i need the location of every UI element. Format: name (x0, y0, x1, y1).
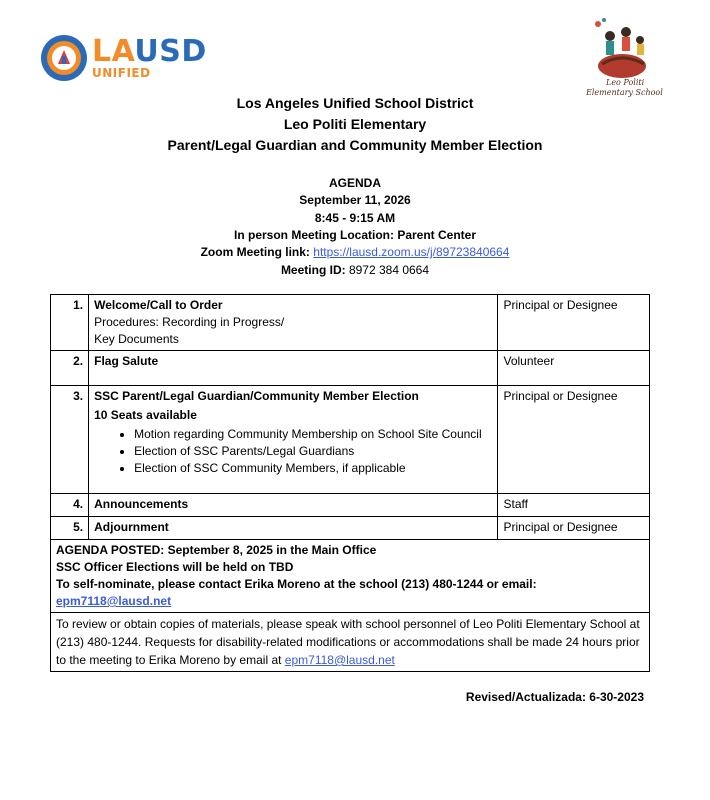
item-line: Key Documents (94, 332, 179, 346)
item-content (89, 517, 498, 540)
lausd-logo (40, 34, 205, 84)
item-content (89, 351, 498, 386)
table-row (51, 351, 650, 386)
revised-date: Revised/Actualizada: 6-30-2023 (465, 690, 644, 704)
meeting-id-value: 8972 384 0664 (348, 263, 430, 277)
agenda-date: September 11, 2026 (299, 193, 411, 207)
item-number: 4. (51, 494, 89, 517)
school-name: Leo Politi Elementary (283, 116, 427, 132)
item-content (89, 386, 498, 494)
lausd-wordmark: LAUSD (92, 34, 207, 69)
notice-row (51, 540, 650, 613)
bullet-list (94, 426, 492, 477)
agenda-posted: AGENDA POSTED: September 8, 2025 in the Main Office (56, 543, 377, 557)
accommodation-cell (51, 613, 650, 672)
item-title: Welcome/Call to Order (94, 298, 223, 312)
agenda-time: 8:45 - 9:15 AM (314, 211, 396, 225)
accommodation-row (51, 613, 650, 672)
table-row (51, 295, 650, 351)
list-item: • Election of SSC Community Members, if applicable (134, 460, 492, 477)
item-presenter: Principal or Designee (498, 517, 650, 540)
zoom-label: Zoom Meeting link: (200, 245, 310, 259)
item-number: 2. (51, 351, 89, 386)
zoom-line (0, 245, 710, 259)
item-number: 3. (51, 386, 89, 494)
school-logo-text-2: Elementary School (586, 88, 663, 97)
school-logo-text-1: Leo Politi (606, 78, 645, 87)
list-item: • Motion regarding Community Membership on School Site Council (134, 426, 492, 443)
table-row (51, 517, 650, 540)
item-title: Flag Salute (94, 354, 159, 368)
lausd-emblem-icon (40, 34, 88, 82)
item-presenter: Volunteer (498, 351, 650, 386)
table-row (51, 386, 650, 494)
item-line: Procedures: Recording in Progress/ (94, 315, 285, 329)
meeting-id-line (0, 263, 710, 277)
lausd-unified-text: UNIFIED (92, 66, 151, 80)
item-title: SSC Parent/Legal Guardian/Community Member Election (94, 389, 419, 403)
table-row (51, 494, 650, 517)
item-presenter: Principal or Designee (498, 295, 650, 351)
item-number: 5. (51, 517, 89, 540)
item-title: Adjournment (94, 520, 169, 534)
election-title: Parent/Legal Guardian and Community Member Election (167, 137, 543, 153)
self-nominate: To self-nominate, please contact Erika Moreno at the school (213) 480-1244 or email: (56, 577, 537, 591)
accommodation-text: To review or obtain copies of materials, please speak with school personnel of Leo Politi Elementary School at (213) 480-1244. Requests for disability-related modifications or accommodations shall be made 24 hours prior to the meeting to Erika Moreno by email at (56, 617, 640, 667)
agenda-table (50, 294, 650, 672)
item-presenter: Staff (498, 494, 650, 517)
notice-cell (51, 540, 650, 613)
item-content (89, 295, 498, 351)
list-item: • Election of SSC Parents/Legal Guardians (134, 443, 492, 460)
meeting-id-label: Meeting ID: (280, 263, 346, 277)
zoom-link[interactable]: https://lausd.zoom.us/j/89723840664 (313, 245, 510, 259)
agenda-heading: AGENDA (328, 176, 381, 190)
item-presenter: Principal or Designee (498, 386, 650, 494)
item-title: Announcements (94, 497, 189, 511)
district-name: Los Angeles Unified School District (236, 95, 474, 111)
email-link[interactable]: epm7118@lausd.net (56, 594, 172, 608)
accommodation-email-link[interactable]: epm7118@lausd.net (284, 653, 395, 667)
leo-politi-school-logo (582, 14, 668, 100)
item-content (89, 494, 498, 517)
agenda-location: In person Meeting Location: Parent Center (233, 228, 477, 242)
item-subtitle: 10 Seats available (94, 408, 197, 422)
officer-elections: SSC Officer Elections will be held on TBD (56, 560, 294, 574)
item-number: 1. (51, 295, 89, 351)
